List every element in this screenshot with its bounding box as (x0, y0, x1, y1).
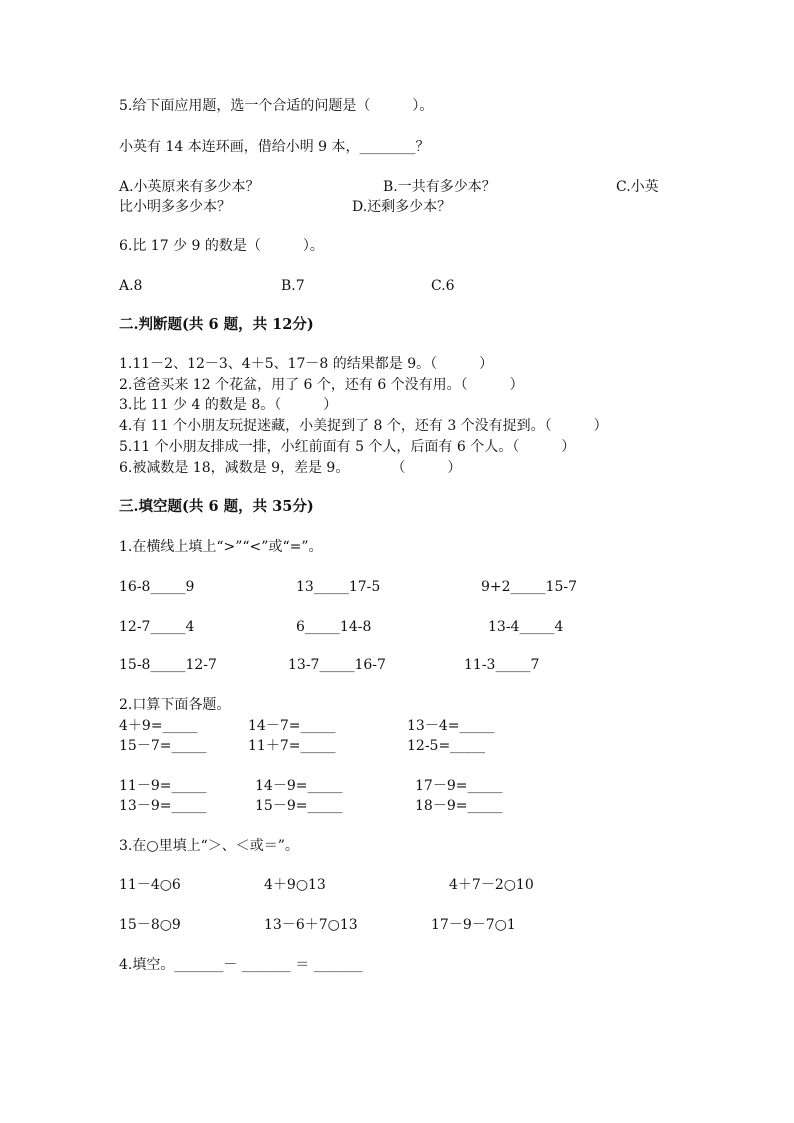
compare-item: 11-3_____7 (464, 657, 540, 673)
mental-math-item: 18－9=_____ (415, 798, 503, 814)
section-2-heading: 二.判断题(共 6 题，共 12分) (119, 316, 314, 333)
compare-item: 13_____17-5 (296, 579, 381, 595)
q6-option-b: B.7 (281, 278, 305, 294)
q5-option-c-continued: 比小明多多少本？ (119, 199, 231, 215)
judge-item-6: 6.被减数是 18，减数是 9，差是 9。 （ ） (119, 460, 462, 476)
compare-item: 13-7_____16-7 (288, 657, 386, 673)
mental-math-item: 11－9=_____ (119, 778, 207, 794)
judge-item-1: 1.11－2、12－3、4＋5、17－8 的结果都是 9。（ ） (119, 356, 494, 372)
compare-item: 9+2_____15-7 (481, 579, 577, 595)
compare-item: 16-8_____9 (119, 579, 195, 595)
q5-title: 5.给下面应用题，选一个合适的问题是（ ）。 (119, 98, 434, 114)
circle-compare-item: 15－8○9 (119, 917, 181, 933)
mental-math-item: 14－7=_____ (248, 718, 336, 734)
q6-option-a: A.8 (119, 278, 143, 294)
judge-item-3: 3.比 11 少 4 的数是 8。（ ） (119, 397, 338, 413)
mental-math-item: 4＋9=_____ (119, 718, 198, 734)
fill-q4-title: 4.填空。_______－ _______ ＝ _______ (119, 957, 363, 973)
q6-option-c: C.6 (431, 278, 455, 294)
compare-item: 6_____14-8 (296, 619, 372, 635)
mental-math-item: 15－9=_____ (255, 798, 343, 814)
mental-math-item: 12-5=_____ (407, 738, 486, 754)
mental-math-item: 11＋7=_____ (248, 738, 336, 754)
mental-math-item: 13－4=_____ (407, 718, 495, 734)
judge-item-4: 4.有 11 个小朋友玩捉迷藏，小美捉到了 8 个，还有 3 个没有捉到。（ ） (119, 418, 608, 434)
compare-item: 15-8_____12-7 (119, 657, 217, 673)
mental-math-item: 17－9=_____ (415, 778, 503, 794)
circle-compare-item: 13－6＋7○13 (264, 917, 358, 933)
q5-option-c: C.小英 (616, 179, 659, 195)
mental-math-item: 15－7=_____ (119, 738, 207, 754)
circle-compare-item: 17－9－7○1 (431, 917, 516, 933)
fill-q1-title: 1.在横线上填上“>”“<”或“=”。 (119, 539, 323, 555)
q5-option-a: A.小英原来有多少本？ (119, 179, 260, 195)
judge-item-2: 2.爸爸买来 12 个花盆，用了 6 个，还有 6 个没有用。（ ） (119, 377, 524, 393)
fill-q3-title: 3.在○里填上“＞、＜或＝”。 (119, 838, 299, 854)
judge-item-5: 5.11 个小朋友排成一排，小红前面有 5 个人，后面有 6 个人。（ ） (119, 439, 576, 455)
mental-math-item: 13－9=_____ (119, 798, 207, 814)
mental-math-item: 14－9=_____ (255, 778, 343, 794)
compare-item: 12-7_____4 (119, 619, 195, 635)
fill-q2-title: 2.口算下面各题。 (119, 697, 231, 713)
circle-compare-item: 4＋7－2○10 (449, 877, 534, 893)
q6-title: 6.比 17 少 9 的数是（ ）。 (119, 238, 324, 254)
q5-option-d: D.还剩多少本？ (352, 199, 452, 215)
q5-stem: 小英有 14 本连环画，借给小明 9 本，________？ (119, 139, 430, 155)
circle-compare-item: 4＋9○13 (264, 877, 326, 893)
circle-compare-item: 11－4○6 (119, 877, 181, 893)
compare-item: 13-4_____4 (488, 619, 564, 635)
section-3-heading: 三.填空题(共 6 题，共 35分) (119, 498, 314, 515)
q5-option-b: B.一共有多少本？ (383, 179, 496, 195)
